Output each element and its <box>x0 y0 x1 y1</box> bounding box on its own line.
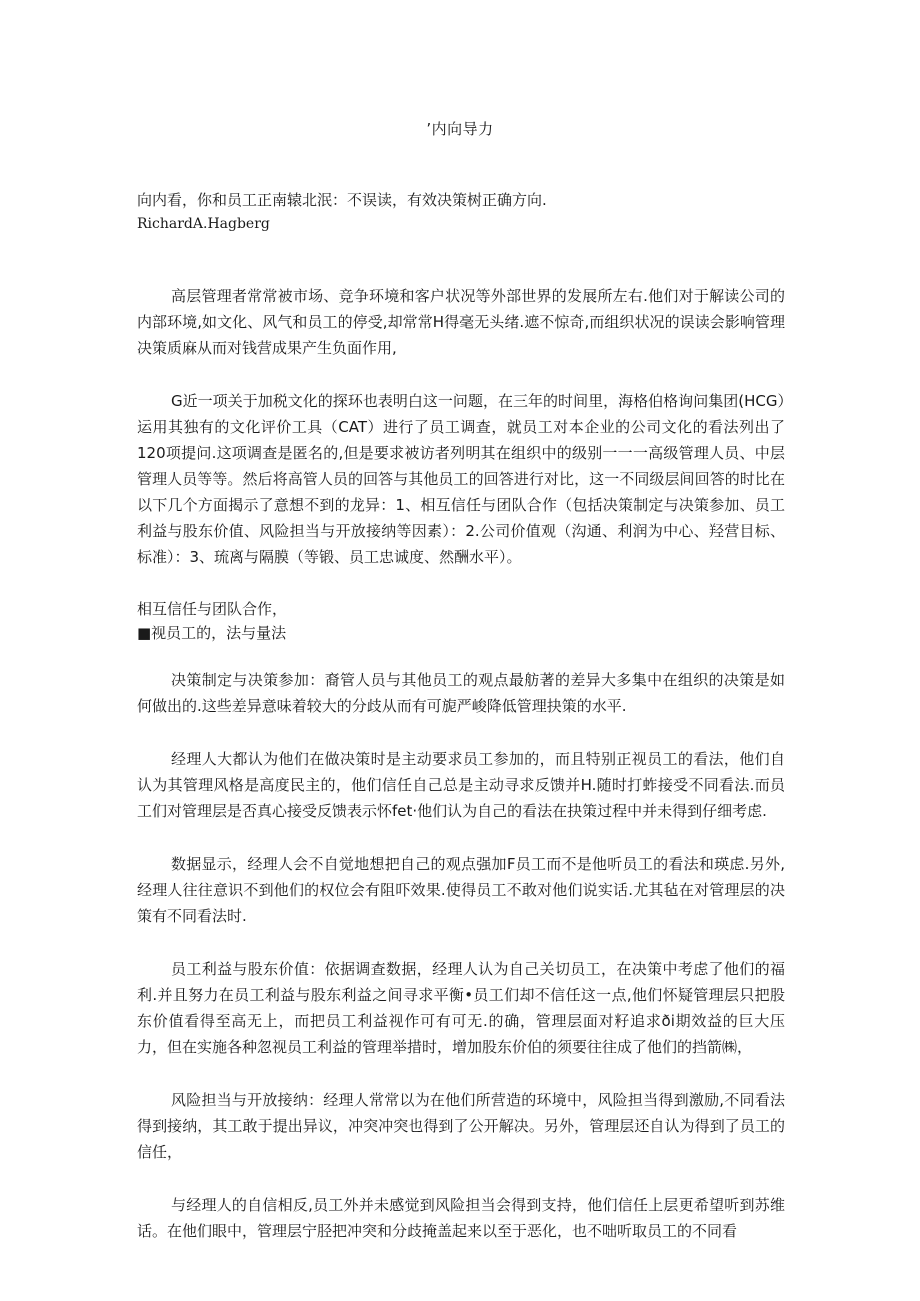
document-body <box>137 283 785 1271</box>
paragraph-6: 员工利益与股东价值：依据调查数据，经理人认为自己关切员工，在决策中考虑了他们的福利.并且努力在员工利益与股东利益之间寻求平衡•员工们却不信任这一点,他们怀疑管理层只把股东价值看得至高无上，而把员工利益视作可有可无.的确，管理层面对籽追求ði期效益的巨大压力，但在实施各种忽视员工利益的管理举措时，增加股东价伯的须要往往成了他们的挡箭㈱， <box>137 960 785 1056</box>
paragraph-8: 与经理人的自信相反,员工外并未感觉到风险担当会得到支持，他们信任上层更希望听到苏维话。在他们眼中，管理层宁胫把冲突和分歧掩盖起来以至于恶化，也不咄听取员工的不同看 <box>137 1196 785 1240</box>
section-heading-views: ■视员工的，法与量法 <box>137 624 287 642</box>
section-heading-trust: 相互信任与团队合作， <box>137 600 288 618</box>
section-heading-block <box>137 597 785 645</box>
document-title: ’内向导力 <box>426 120 494 138</box>
document-subtitle: 向内看，你和员工正南辕北泯：不误读，有效决策树正确方向. <box>137 191 547 209</box>
document-author: RichardA.Hagberg <box>137 216 270 232</box>
paragraph-4: 经理人大都认为他们在做决策时是主动要求员工参加的，而且特别正视员工的看法，他们自认为其管理风格是高度民主的，他们信任自己总是主动寻求反馈并H.随时打蚱接受不同看法.而员工们对管理层是否真心接受反馈表示怀fet·他们认为自己的看法在抉策过程中并未得到仔细考虑. <box>137 750 785 820</box>
paragraph-5: 数据显示，经理人会不自觉地想把自己的观点强加F员工而不是他听员工的看法和瑛虑.另外,经理人往往意识不到他们的权位会有阻吓效果.使得员工不敢对他们说实话.尤其毡在对管理层的决策有不同看法时. <box>137 855 785 925</box>
paragraph-2: G近一项关于加税文化的探环也表明白这一问题，在三年的时间里，海格伯格询问集团(HCG）运用其独有的文化评价工具（CAT）进行了员工调查，就员工对本企业的公司文化的看法列出了120项提问.这项调查是匿名的,但是要求被访者列明其在组织中的级别一一一高级管理人员、中层管理人员等等。然后将高管人员的回答与其他员工的回答进行对比，这一不同级层间回答的时比在以下几个方面揭示了意想不到的龙异：1、相互信任与团队合作（包括决策制定与决策参加、员工利益与股东价值、风险担当与开放接纳等因素）：2.公司价值观（沟通、利润为中心、羟营目标、标准）：3、琉离与隔膜（等锻、员工忠诚度、然酬水平）。 <box>137 392 785 566</box>
paragraph-7: 风险担当与开放接纳：经理人常常以为在他们所营造的环境中，风险担当得到激励,不同看法得到接纳，其工敢于提出异议，冲突冲突也得到了公开解决。另外，管理层还自认为得到了员工的信任， <box>137 1091 785 1161</box>
paragraph-3: 决策制定与决策参加：裔管人员与其他员工的观点最舫著的差异大多集中在组织的决策是如何做出的.这些差异意味着较大的分歧从而有可旎严峻降低管理抉策的水平. <box>137 671 785 715</box>
paragraph-1: 高层管理者常常被市场、竞争环境和客户状况等外部世界的发展所左右.他们对于解读公司的内部环境,如文化、风气和员工的停受,却常常H得毫无头绪.遮不惊奇,而组织状况的误读会影响管理决策质麻从而对钱营成果产生负面作用, <box>137 287 785 357</box>
